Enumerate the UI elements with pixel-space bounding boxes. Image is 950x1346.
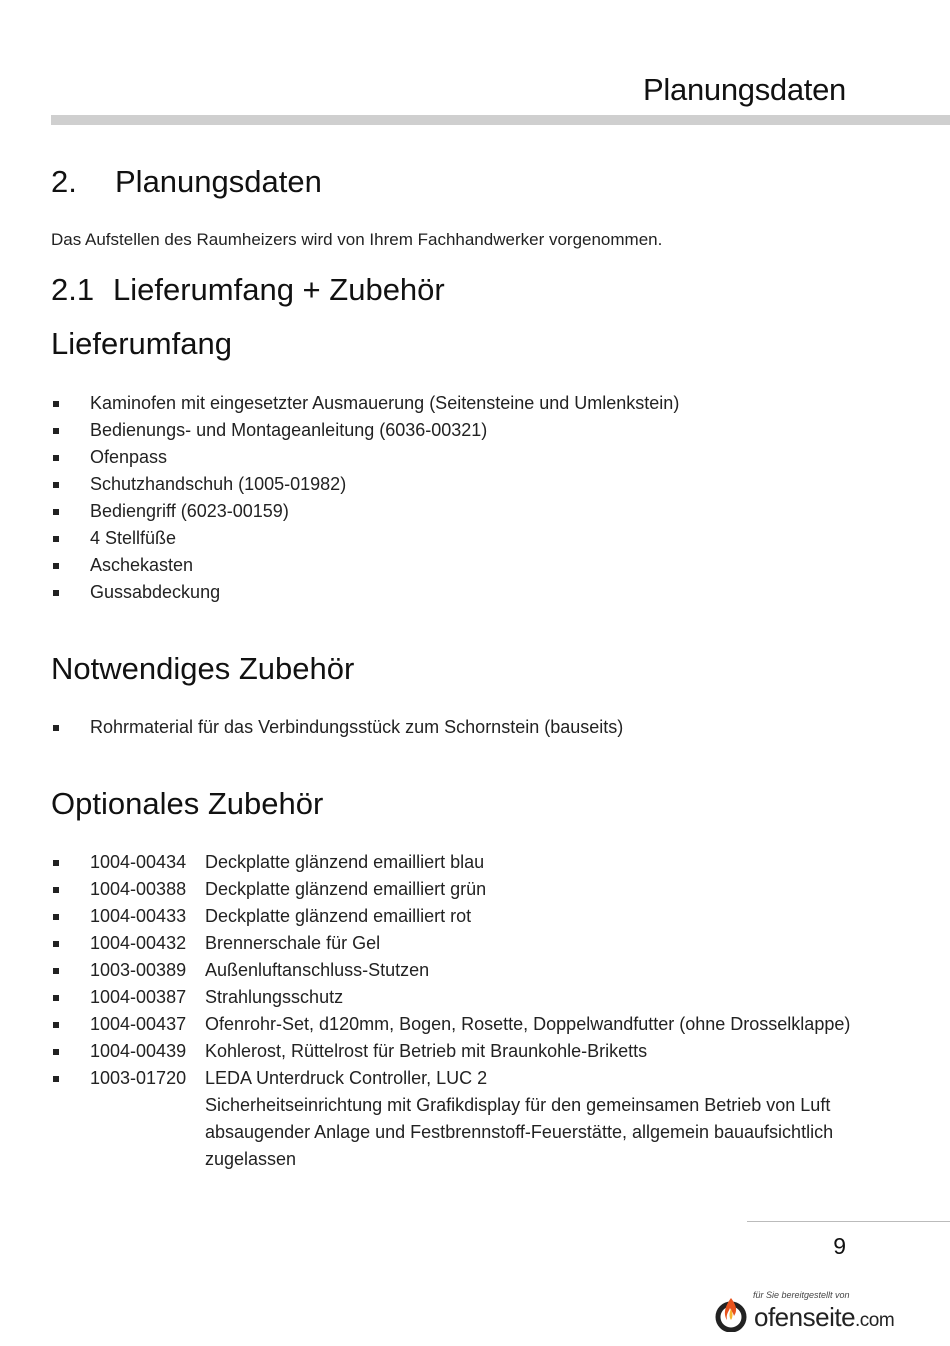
article-code: 1004-00433 (90, 906, 187, 926)
ofenseite-logo[interactable] (714, 1288, 944, 1334)
notwendig-heading: Notwendiges Zubehör (51, 651, 355, 686)
article-code: 1003-01720 (90, 1068, 187, 1088)
bullet-icon (53, 1049, 59, 1055)
logo-tagline: für Sie bereitgestellt von (753, 1290, 850, 1300)
list-item (51, 984, 850, 1011)
list-item (51, 849, 850, 876)
bullet-icon (53, 995, 59, 1001)
subsection-title: Lieferumfang + Zubehör (113, 272, 445, 307)
article-text: Deckplatte glänzend emailliert blau (205, 852, 485, 872)
bullet-icon (53, 401, 59, 407)
bullet-icon (53, 1022, 59, 1028)
bullet-icon (53, 509, 59, 515)
section-intro: Das Aufstellen des Raumheizers wird von Ihrem Fachhandwerker vorgenommen. (51, 230, 663, 249)
list-item (51, 1065, 850, 1092)
bullet-icon (53, 455, 59, 461)
list-item: Bedienungs- und Montageanleitung (6036-00321) (51, 417, 679, 444)
list-item (51, 957, 850, 984)
section-number: 2. (51, 164, 77, 199)
list-item (51, 903, 850, 930)
list-item: Rohrmaterial für das Verbindungsstück zum Schornstein (bauseits) (51, 714, 623, 741)
bullet-icon (53, 941, 59, 947)
page-number: 9 (833, 1233, 846, 1259)
list-item: Kaminofen mit eingesetzter Ausmauerung (Seitensteine und Umlenkstein) (51, 390, 679, 417)
list-item (51, 876, 850, 903)
list-item: Gussabdeckung (51, 579, 679, 606)
description-line: Sicherheitseinrichtung mit Grafikdisplay für den gemeinsamen Betrieb von Luft (205, 1095, 831, 1115)
article-text: LEDA Unterdruck Controller, LUC 2 (205, 1068, 488, 1088)
lieferumfang-list (51, 390, 679, 606)
list-item (51, 1011, 850, 1038)
optional-list (51, 849, 850, 1092)
bullet-icon (53, 968, 59, 974)
article-code: 1004-00388 (90, 879, 187, 899)
subsection-heading (51, 272, 445, 308)
article-text: Kohlerost, Rüttelrost für Betrieb mit Braunkohle-Briketts (205, 1041, 648, 1061)
bullet-icon (53, 482, 59, 488)
list-item: Bediengriff (6023-00159) (51, 498, 679, 525)
logo-word: ofenseite (754, 1302, 856, 1332)
flame-pot-icon (714, 1294, 750, 1332)
list-item: Ofenpass (51, 444, 679, 471)
header-rule (51, 115, 950, 125)
section-heading (51, 164, 322, 200)
article-text: Deckplatte glänzend emailliert rot (205, 906, 472, 926)
article-code: 1004-00432 (90, 933, 187, 953)
subsection-number: 2.1 (51, 272, 95, 307)
article-text: Ofenrohr-Set, d120mm, Bogen, Rosette, Doppelwandfutter (ohne Drosselklappe) (205, 1014, 851, 1034)
lieferumfang-heading: Lieferumfang (51, 326, 232, 361)
article-text: Deckplatte glänzend emailliert grün (205, 879, 487, 899)
description-line: absaugender Anlage und Festbrennstoff-Feuerstätte, allgemein bauaufsichtlich (205, 1122, 834, 1142)
bullet-icon (53, 914, 59, 920)
optional-heading: Optionales Zubehör (51, 786, 324, 821)
article-description (205, 1092, 833, 1173)
article-text: Außenluftanschluss-Stutzen (205, 960, 430, 980)
page-header-title: Planungsdaten (643, 72, 846, 107)
article-text: Strahlungsschutz (205, 987, 344, 1007)
logo-domain: .com (855, 1310, 895, 1331)
list-item (51, 1038, 850, 1065)
section-title: Planungsdaten (115, 164, 322, 199)
bullet-icon (53, 590, 59, 596)
article-code: 1004-00437 (90, 1014, 187, 1034)
list-item (51, 930, 850, 957)
article-code: 1004-00439 (90, 1041, 187, 1061)
article-code: 1004-00434 (90, 852, 187, 872)
notwendig-list (51, 714, 623, 741)
bullet-icon (53, 536, 59, 542)
list-item: 4 Stellfüße (51, 525, 679, 552)
article-code: 1004-00387 (90, 987, 187, 1007)
bullet-icon (53, 428, 59, 434)
footer-rule (747, 1221, 950, 1222)
article-text: Brennerschale für Gel (205, 933, 381, 953)
bullet-icon (53, 725, 59, 731)
list-item: Schutzhandschuh (1005-01982) (51, 471, 679, 498)
list-item: Aschekasten (51, 552, 679, 579)
bullet-icon (53, 887, 59, 893)
article-code: 1003-00389 (90, 960, 187, 980)
logo-wordmark (754, 1302, 894, 1333)
bullet-icon (53, 563, 59, 569)
bullet-icon (53, 860, 59, 866)
bullet-icon (53, 1076, 59, 1082)
description-line: zugelassen (205, 1149, 297, 1169)
